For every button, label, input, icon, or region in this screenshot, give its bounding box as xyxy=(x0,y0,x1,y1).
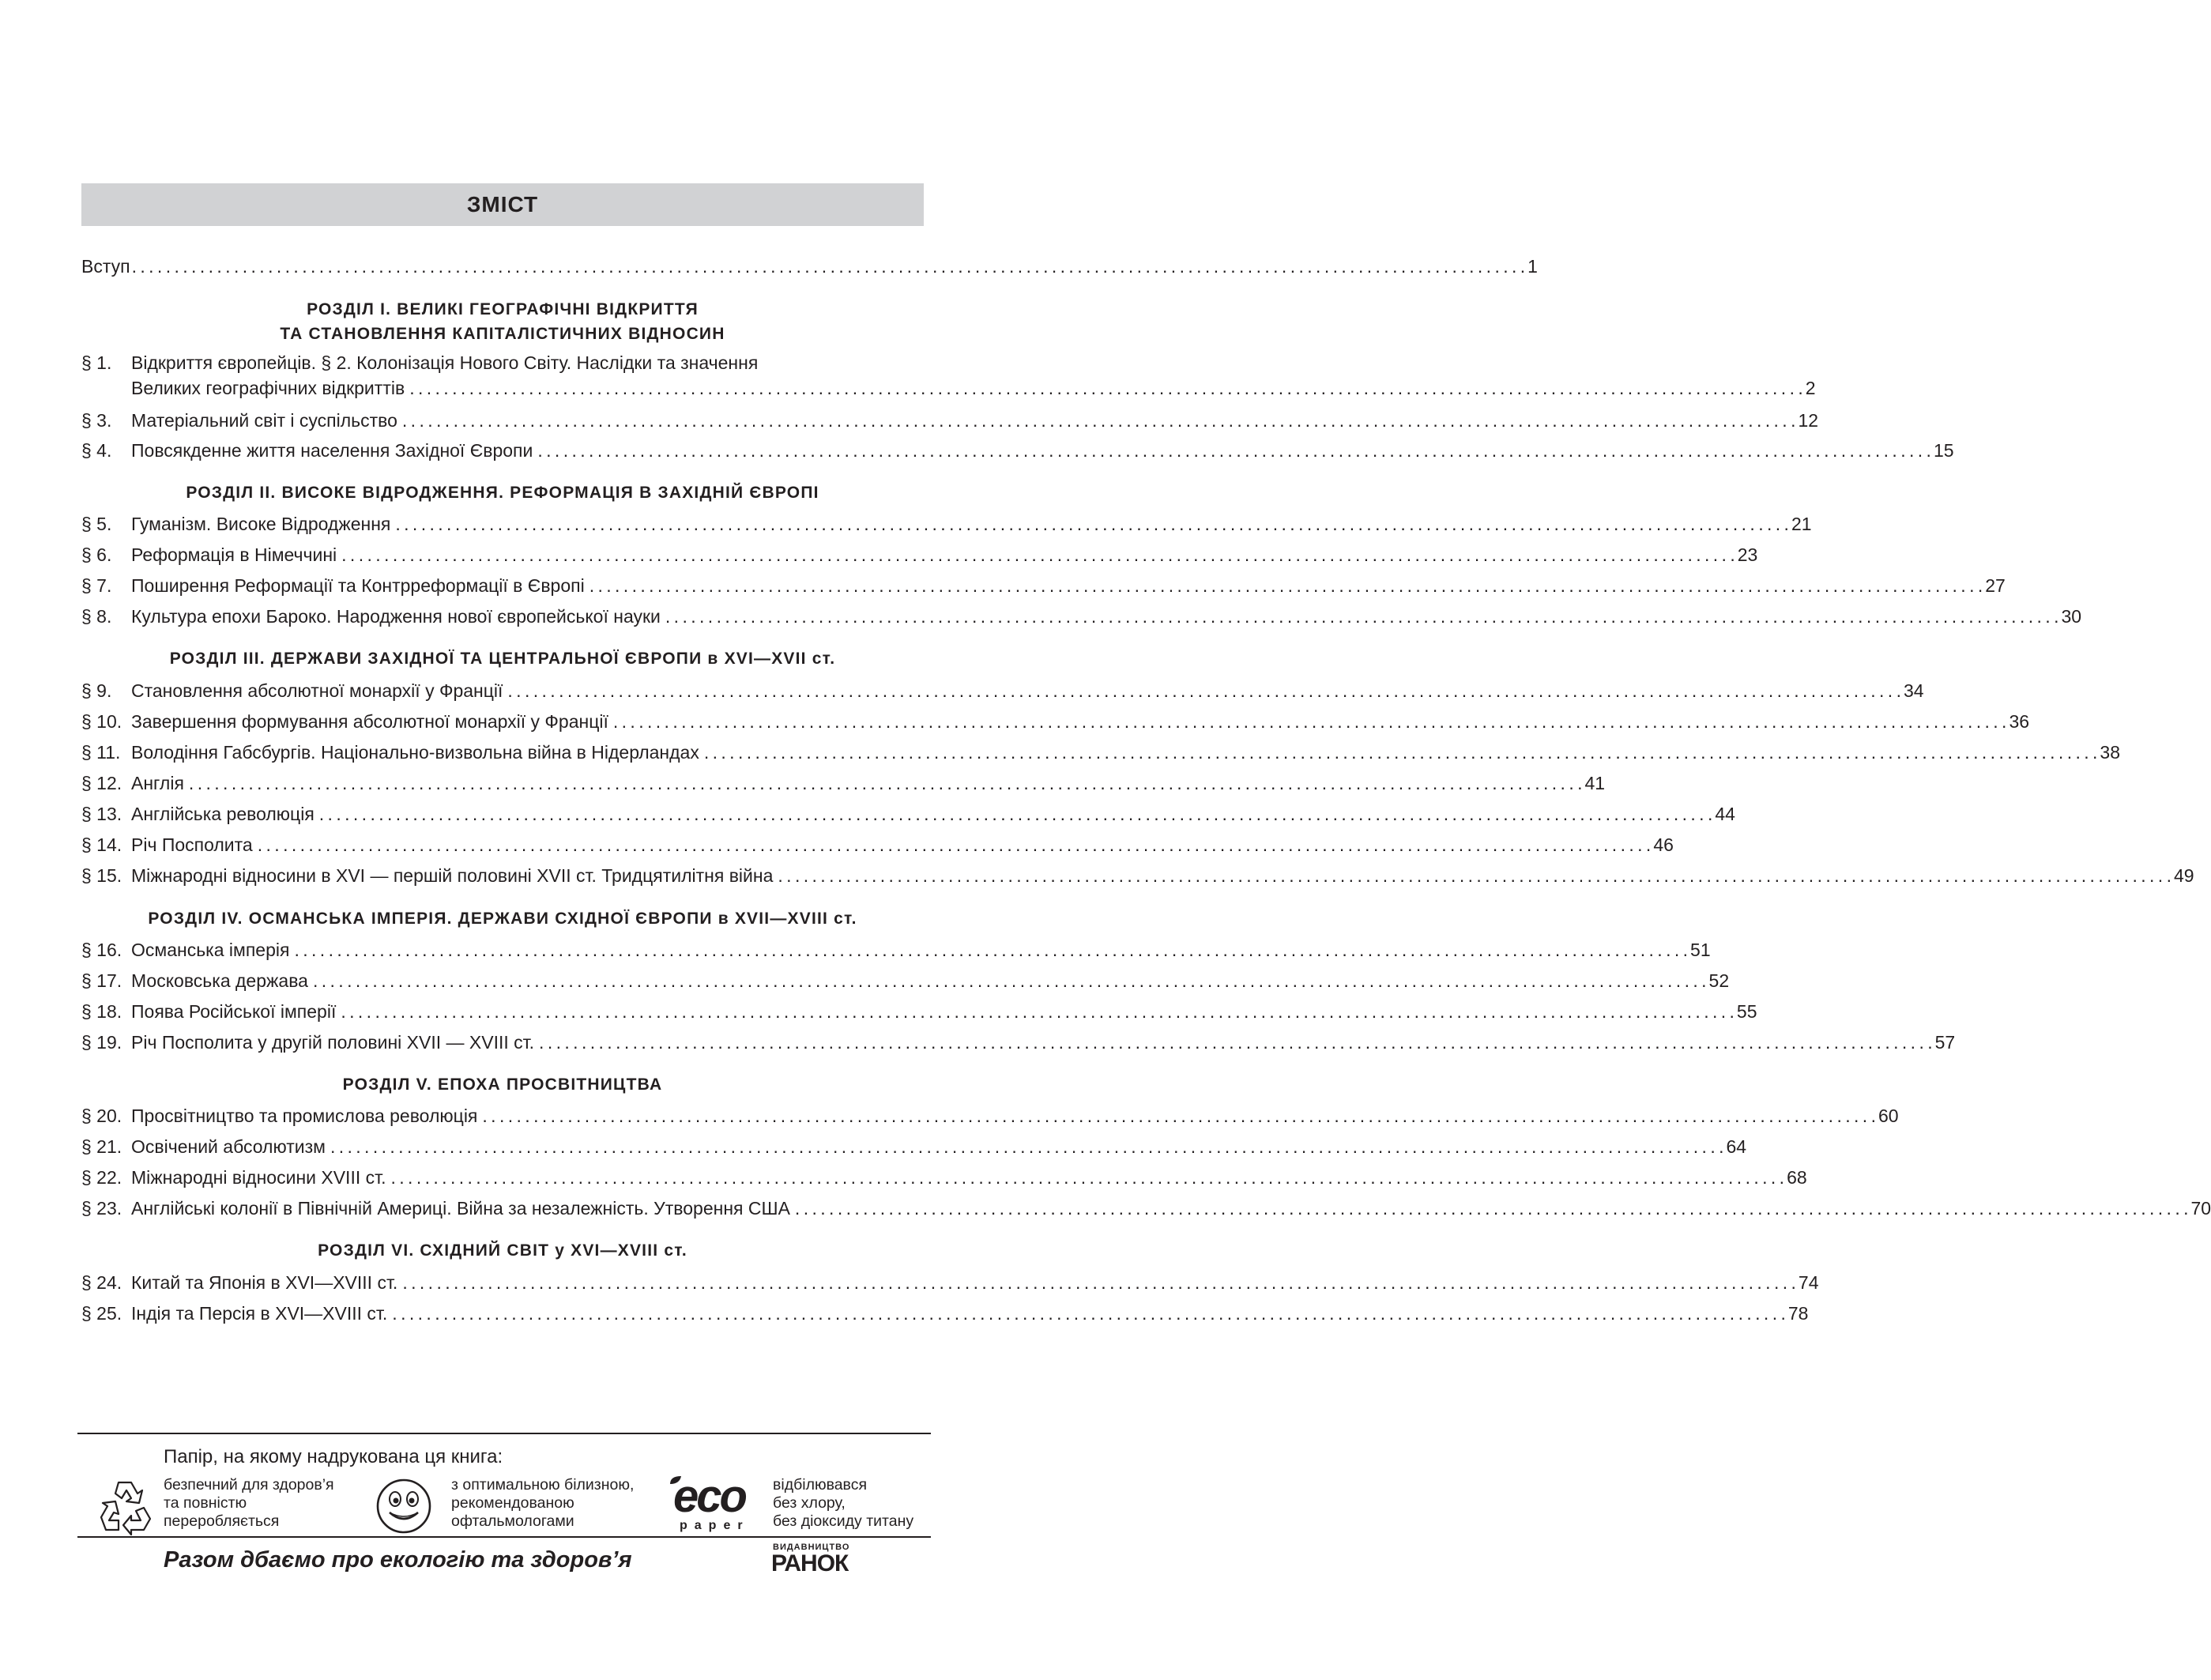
toc-entry[interactable] xyxy=(81,543,1758,567)
toc-entry[interactable] xyxy=(81,439,1954,462)
entry-title: Річ Посполита у другій половині XVII — XVIII ст. xyxy=(131,1032,535,1053)
entry-page: 60 xyxy=(1878,1106,1899,1126)
entry-title: Просвітництво та промислова революція xyxy=(131,1106,478,1126)
entry-page: 2 xyxy=(1805,378,1816,398)
dot-leader xyxy=(795,1196,2188,1220)
entry-page: 38 xyxy=(2100,742,2121,763)
entry-page: 64 xyxy=(1726,1136,1747,1157)
entry-number: § 23. xyxy=(81,1198,122,1219)
toc-entry[interactable] xyxy=(81,771,1606,795)
entry-number: § 17. xyxy=(81,970,122,991)
dot-leader xyxy=(294,938,1687,962)
dot-leader xyxy=(409,376,1802,400)
toc-entry[interactable] xyxy=(81,864,2194,887)
dot-leader xyxy=(507,679,1900,703)
toc-entry[interactable] xyxy=(81,1000,1757,1023)
section-heading-3: РОЗДІЛ ІІІ. ДЕРЖАВИ ЗАХІДНОЇ ТА ЦЕНТРАЛЬНОЇ ЄВРОПИ в XVI—XVII ст. xyxy=(169,650,836,668)
entry-title: Англійські колонії в Північній Америці. Війна за незалежність. Утворення США xyxy=(131,1198,790,1219)
entry-page: 15 xyxy=(1933,440,1954,461)
toc-entry[interactable] xyxy=(81,1135,1747,1158)
entry-number: § 7. xyxy=(81,575,112,596)
entry-title-line1: Відкриття європейців. § 2. Колонізація Нового Світу. Наслідки та значення xyxy=(131,352,759,373)
entry-page: 68 xyxy=(1787,1167,1807,1188)
footer-bottom-rule xyxy=(77,1536,931,1538)
entry-number: § 6. xyxy=(81,544,112,565)
entry-page: 57 xyxy=(1934,1032,1956,1053)
entry-title: Османська імперія xyxy=(131,940,290,960)
entry-number: § 20. xyxy=(81,1106,122,1126)
entry-number: § 8. xyxy=(81,606,112,627)
entry-page: 51 xyxy=(1690,940,1711,960)
entry-number: § 22. xyxy=(81,1167,122,1188)
entry-number: § 9. xyxy=(81,680,112,701)
publisher-logo: РАНОК xyxy=(771,1550,849,1576)
toc-entry[interactable] xyxy=(81,605,2082,628)
entry-page: 12 xyxy=(1798,410,1819,431)
dot-leader xyxy=(330,1135,1723,1158)
dot-leader xyxy=(132,254,1525,278)
dot-leader xyxy=(258,833,1651,857)
toc-entry[interactable] xyxy=(81,409,1819,432)
entry-page: 55 xyxy=(1736,1001,1757,1022)
entry-number: § 16. xyxy=(81,940,122,960)
entry-number: § 4. xyxy=(81,440,112,461)
entry-number: § 3. xyxy=(81,410,112,431)
entry-title: Вступ xyxy=(81,256,130,277)
dot-leader xyxy=(395,512,1788,536)
entry-title: Великих географічних відкриттів xyxy=(131,378,405,398)
entry-title: Освічений абсолютизм xyxy=(131,1136,326,1157)
entry-title: Повсякденне життя населення Західної Європи xyxy=(131,440,533,461)
toc-entry[interactable] xyxy=(81,969,1730,993)
entry-page: 74 xyxy=(1798,1272,1819,1293)
toc-entry[interactable] xyxy=(81,1196,2211,1220)
dot-leader xyxy=(665,605,2058,628)
section-heading-2: РОЗДІЛ ІІ. ВИСОКЕ ВІДРОДЖЕННЯ. РЕФОРМАЦІЯ В ЗАХІДНІЙ ЄВРОПІ xyxy=(186,484,819,502)
entry-title: Московська держава xyxy=(131,970,308,991)
toc-entry-intro[interactable] xyxy=(81,254,1538,278)
dot-leader xyxy=(402,1271,1795,1294)
entry-title: Міжнародні відносини XVIII ст. xyxy=(131,1167,386,1188)
entry-number: § 21. xyxy=(81,1136,122,1157)
dot-leader xyxy=(341,1000,1734,1023)
toc-entry[interactable] xyxy=(81,740,2121,764)
smiley-icon xyxy=(375,1478,432,1535)
dot-leader xyxy=(392,1301,1785,1325)
toc-entry[interactable] xyxy=(81,833,1674,857)
paper-feature-1: безпечний для здоров’я та повністю переробляється xyxy=(164,1476,334,1530)
entry-number: § 13. xyxy=(81,804,122,824)
entry-page: 1 xyxy=(1527,256,1538,277)
toc-entry[interactable] xyxy=(81,1104,1899,1128)
dot-leader xyxy=(313,969,1706,993)
entry-page: 41 xyxy=(1584,773,1606,793)
entry-title: Китай та Японія в XVI—XVIII ст. xyxy=(131,1272,398,1293)
publisher-label: ВИДАВНИЦТВО xyxy=(773,1543,850,1552)
entry-title: Поширення Реформації та Контрреформації в Європі xyxy=(131,575,585,596)
entry-number: § 1. xyxy=(81,352,112,373)
entry-page: 36 xyxy=(2009,711,2030,732)
toc-entry[interactable] xyxy=(81,351,1816,400)
section-heading-6: РОЗДІЛ VІ. СХІДНИЙ СВІТ у XVI—XVIII ст. xyxy=(318,1241,687,1260)
entry-number: § 15. xyxy=(81,865,122,886)
entry-number: § 10. xyxy=(81,711,122,732)
eco-paper-subtitle: paper xyxy=(680,1519,750,1532)
dot-leader xyxy=(341,543,1735,567)
entry-page: 27 xyxy=(1985,575,2006,596)
entry-number: § 14. xyxy=(81,834,122,855)
dot-leader xyxy=(319,802,1712,826)
entry-title: Культура епохи Бароко. Народження нової європейської науки xyxy=(131,606,661,627)
entry-page: 44 xyxy=(1715,804,1735,824)
dot-leader xyxy=(189,771,1582,795)
dot-leader xyxy=(482,1104,1875,1128)
dot-leader xyxy=(778,864,2171,887)
toc-entry[interactable] xyxy=(81,938,1711,962)
entry-page: 30 xyxy=(2061,606,2082,627)
entry-number: § 5. xyxy=(81,514,112,534)
dot-leader xyxy=(613,710,2006,733)
toc-entry[interactable] xyxy=(81,1030,1956,1054)
entry-number: § 12. xyxy=(81,773,122,793)
entry-title: Поява Російської імперії xyxy=(131,1001,337,1022)
toc-entry[interactable] xyxy=(81,1271,1819,1294)
entry-page: 34 xyxy=(1903,680,1924,701)
entry-title: Володіння Габсбургів. Національно-визвольна війна в Нідерландах xyxy=(131,742,699,763)
entry-title: Завершення формування абсолютної монархії у Франції xyxy=(131,711,608,732)
recycle-icon xyxy=(95,1476,155,1536)
dot-leader xyxy=(402,409,1795,432)
toc-entry[interactable] xyxy=(81,574,2006,597)
entry-page: 78 xyxy=(1787,1303,1809,1324)
entry-page: 46 xyxy=(1653,834,1674,855)
toc-entry[interactable] xyxy=(81,679,1924,703)
entry-page: 21 xyxy=(1791,514,1812,534)
entry-title: Гуманізм. Високе Відродження xyxy=(131,514,391,534)
toc-title: ЗМІСТ xyxy=(81,183,924,226)
section-heading-1: РОЗДІЛ І. ВЕЛИКІ ГЕОГРАФІЧНІ ВІДКРИТТЯ ТА СТАНОВЛЕННЯ КАПІТАЛІСТИЧНИХ ВІДНОСИН xyxy=(280,300,725,343)
entry-title: Англійська революція xyxy=(131,804,315,824)
toc-entry[interactable] xyxy=(81,1301,1809,1325)
entry-title: Індія та Персія в XVI—XVIII ст. xyxy=(131,1303,388,1324)
paper-feature-3: відбілювався без хлору, без діоксиду титану xyxy=(773,1476,914,1530)
toc-entry[interactable] xyxy=(81,802,1735,826)
entry-number: § 11. xyxy=(81,742,121,763)
toc-entry[interactable] xyxy=(81,1166,1807,1189)
entry-title: Міжнародні відносини в XVI — першій половині XVII ст. Тридцятилітня війна xyxy=(131,865,774,886)
dot-leader xyxy=(589,574,1983,597)
entry-title: Становлення абсолютної монархії у Франції xyxy=(131,680,503,701)
eco-paper-logo: eco xyxy=(673,1471,745,1522)
section-heading-4: РОЗДІЛ ІV. ОСМАНСЬКА ІМПЕРІЯ. ДЕРЖАВИ СХІДНОЇ ЄВРОПИ в XVII—XVIII ст. xyxy=(148,910,857,928)
entry-number: § 24. xyxy=(81,1272,122,1293)
entry-number: § 18. xyxy=(81,1001,122,1022)
slogan: Разом дбаємо про екологію та здоров’я xyxy=(164,1547,632,1573)
entry-title: Англія xyxy=(131,773,184,793)
toc-entry[interactable] xyxy=(81,512,1812,536)
entry-number: § 19. xyxy=(81,1032,122,1053)
entry-page: 70 xyxy=(2190,1198,2211,1219)
entry-page: 49 xyxy=(2173,865,2194,886)
entry-title: Матеріальний світ і суспільство xyxy=(131,410,397,431)
dot-leader xyxy=(539,1030,1932,1054)
paper-feature-2: з оптимальною білизною, рекомендованою офтальмологами xyxy=(451,1476,635,1530)
entry-title: Реформація в Німеччині xyxy=(131,544,337,565)
dot-leader xyxy=(391,1166,1784,1189)
footer-top-rule xyxy=(77,1433,931,1434)
dot-leader xyxy=(537,439,1930,462)
entry-page: 52 xyxy=(1708,970,1730,991)
paper-info-title: Папір, на якому надрукована ця книга: xyxy=(164,1446,503,1467)
entry-number: § 25. xyxy=(81,1303,122,1324)
entry-title: Річ Посполита xyxy=(131,834,253,855)
entry-page: 23 xyxy=(1737,544,1758,565)
section-heading-5: РОЗДІЛ V. ЕПОХА ПРОСВІТНИЦТВА xyxy=(342,1075,663,1094)
dot-leader xyxy=(704,740,2097,764)
toc-entry[interactable] xyxy=(81,710,2030,733)
